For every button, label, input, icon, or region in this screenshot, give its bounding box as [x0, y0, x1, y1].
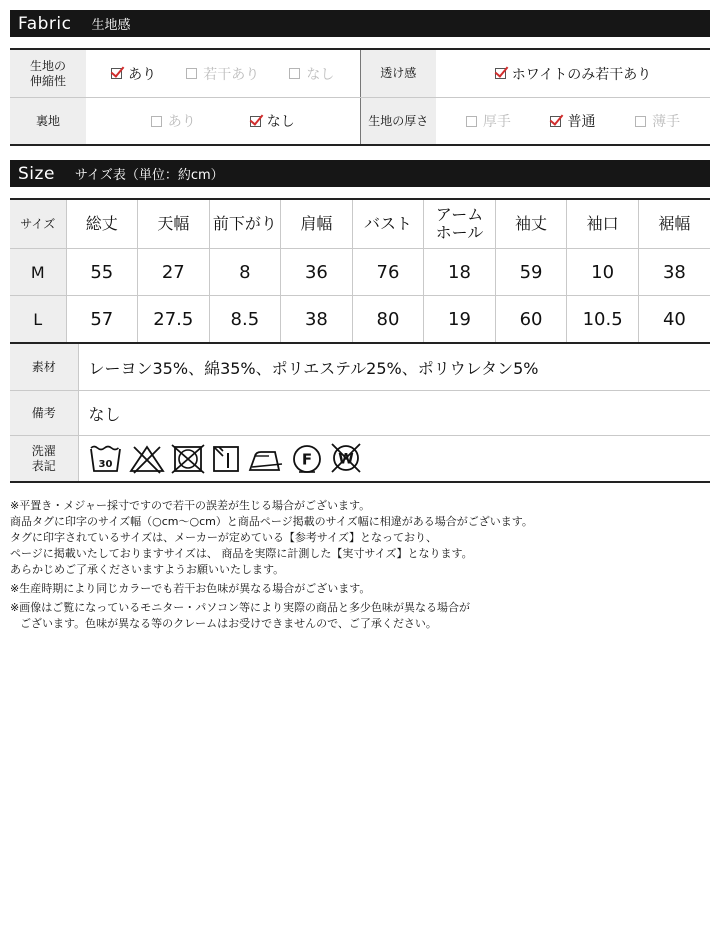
- table-cell: 55: [66, 249, 138, 296]
- sheerness-label: 透け感: [360, 49, 436, 98]
- size-corner-label: サイズ: [10, 199, 66, 249]
- no-bleach-icon: [129, 444, 165, 474]
- fabric-title: Fabric: [18, 13, 72, 34]
- column-header: 袖口: [567, 199, 639, 249]
- svg-text:W: W: [337, 451, 354, 467]
- thickness-option-thin: 薄手: [635, 111, 680, 131]
- checked-checkbox-icon: [495, 68, 506, 79]
- table-row: [10, 296, 710, 344]
- checkbox-icon: [151, 116, 162, 127]
- table-cell: 76: [352, 249, 424, 296]
- material-value: レーヨン35%、綿35%、ポリエステル25%、ポリウレタン5%: [78, 343, 710, 391]
- care-symbols: [78, 436, 710, 483]
- note-line: ございます。色味が異なる等のクレームはお受けできませんので、ご了承ください。: [20, 617, 437, 630]
- checkbox-icon: [289, 68, 300, 79]
- checkbox-icon: [635, 116, 646, 127]
- thickness-option-normal: 普通: [550, 111, 595, 131]
- table-cell: 10: [567, 249, 639, 296]
- size-section-header: [10, 160, 710, 187]
- checked-checkbox-icon: [250, 116, 261, 127]
- material-row: [10, 343, 710, 391]
- size-table: [10, 198, 710, 344]
- notes: [10, 498, 710, 632]
- lining-label: 裏地: [10, 98, 86, 146]
- column-header: 袖丈: [495, 199, 567, 249]
- remarks-label: 備考: [10, 391, 78, 436]
- svg-text:F: F: [301, 450, 312, 468]
- stretch-option-none: なし: [289, 64, 334, 84]
- thickness-options: [436, 98, 710, 146]
- checked-checkbox-icon: [550, 116, 561, 127]
- fabric-section-header: [10, 10, 710, 37]
- stretch-options: [86, 49, 360, 98]
- checked-checkbox-icon: [111, 68, 122, 79]
- column-header: アーム ホール: [424, 199, 496, 249]
- wash-30-icon: [89, 444, 123, 474]
- dry-clean-f-icon: [291, 443, 323, 475]
- checkbox-icon: [466, 116, 477, 127]
- table-cell: 60: [495, 296, 567, 344]
- size-table-header-row: [10, 199, 710, 249]
- note-line: あらかじめご了承くださいますようお願いいたします。: [10, 563, 285, 576]
- care-label: 洗濯 表記: [10, 436, 78, 483]
- table-cell: 8.5: [209, 296, 281, 344]
- checkbox-icon: [186, 68, 197, 79]
- iron-low-icon: [247, 444, 285, 474]
- remarks-row: [10, 391, 710, 436]
- line-dry-shade-icon: [211, 444, 241, 474]
- size-label: L: [10, 296, 66, 344]
- size-subtitle: サイズ表（単位：約cm）: [74, 168, 224, 183]
- table-cell: 10.5: [567, 296, 639, 344]
- table-cell: 36: [281, 249, 353, 296]
- note-line: ※平置き・メジャー採寸ですので若干の誤差が生じる場合がございます。: [10, 499, 371, 512]
- info-table: [10, 342, 710, 483]
- stretch-option-slight: 若干あり: [186, 64, 259, 84]
- column-header: 総丈: [66, 199, 138, 249]
- no-tumble-dry-icon: [171, 444, 205, 474]
- remarks-value: なし: [78, 391, 710, 436]
- column-header: バスト: [352, 199, 424, 249]
- sheerness-options: [436, 49, 710, 98]
- thickness-option-thick: 厚手: [466, 111, 511, 131]
- stretch-label: 生地の 伸縮性: [10, 49, 86, 98]
- table-cell: 38: [281, 296, 353, 344]
- table-cell: 18: [424, 249, 496, 296]
- table-cell: 8: [209, 249, 281, 296]
- fabric-row: [10, 98, 710, 146]
- table-cell: 27.5: [138, 296, 210, 344]
- table-row: [10, 249, 710, 296]
- note-line: ※画像はご覧になっているモニター・パソコン等により実際の商品と多少色味が異なる場合が: [10, 601, 470, 614]
- table-cell: 80: [352, 296, 424, 344]
- thickness-label: 生地の厚さ: [360, 98, 436, 146]
- lining-options: [86, 98, 360, 146]
- fabric-subtitle: 生地感: [91, 18, 131, 33]
- size-title: Size: [18, 163, 55, 184]
- column-header: 天幅: [138, 199, 210, 249]
- note-line: 商品タグに印字のサイズ幅（○cm〜○cm）と商品ページ掲載のサイズ幅に相違がある場合がございます。: [10, 515, 533, 528]
- note-line: ページに掲載いたしておりますサイズは、 商品を実際に計測した【実寸サイズ】となります。: [10, 547, 473, 560]
- table-cell: 38: [638, 249, 710, 296]
- fabric-row: [10, 49, 710, 98]
- no-wet-clean-icon: [329, 443, 363, 475]
- sheerness-option-white-slight: ホワイトのみ若干あり: [495, 64, 652, 84]
- column-header: 裾幅: [638, 199, 710, 249]
- lining-option-none: なし: [250, 111, 295, 131]
- table-cell: 59: [495, 249, 567, 296]
- svg-text:30: 30: [98, 458, 112, 470]
- material-label: 素材: [10, 343, 78, 391]
- fabric-table: [10, 48, 710, 146]
- size-label: M: [10, 249, 66, 296]
- note-line: ※生産時期により同じカラーでも若干お色味が異なる場合がございます。: [10, 582, 371, 595]
- care-row: [10, 436, 710, 483]
- table-cell: 27: [138, 249, 210, 296]
- column-header: 肩幅: [281, 199, 353, 249]
- table-cell: 19: [424, 296, 496, 344]
- note-line: タグに印字されているサイズは、メーカーが定めている【参考サイズ】となっており、: [10, 531, 438, 544]
- column-header: 前下がり: [209, 199, 281, 249]
- table-cell: 40: [638, 296, 710, 344]
- table-cell: 57: [66, 296, 138, 344]
- stretch-option-yes: あり: [111, 64, 156, 84]
- lining-option-yes: あり: [151, 111, 196, 131]
